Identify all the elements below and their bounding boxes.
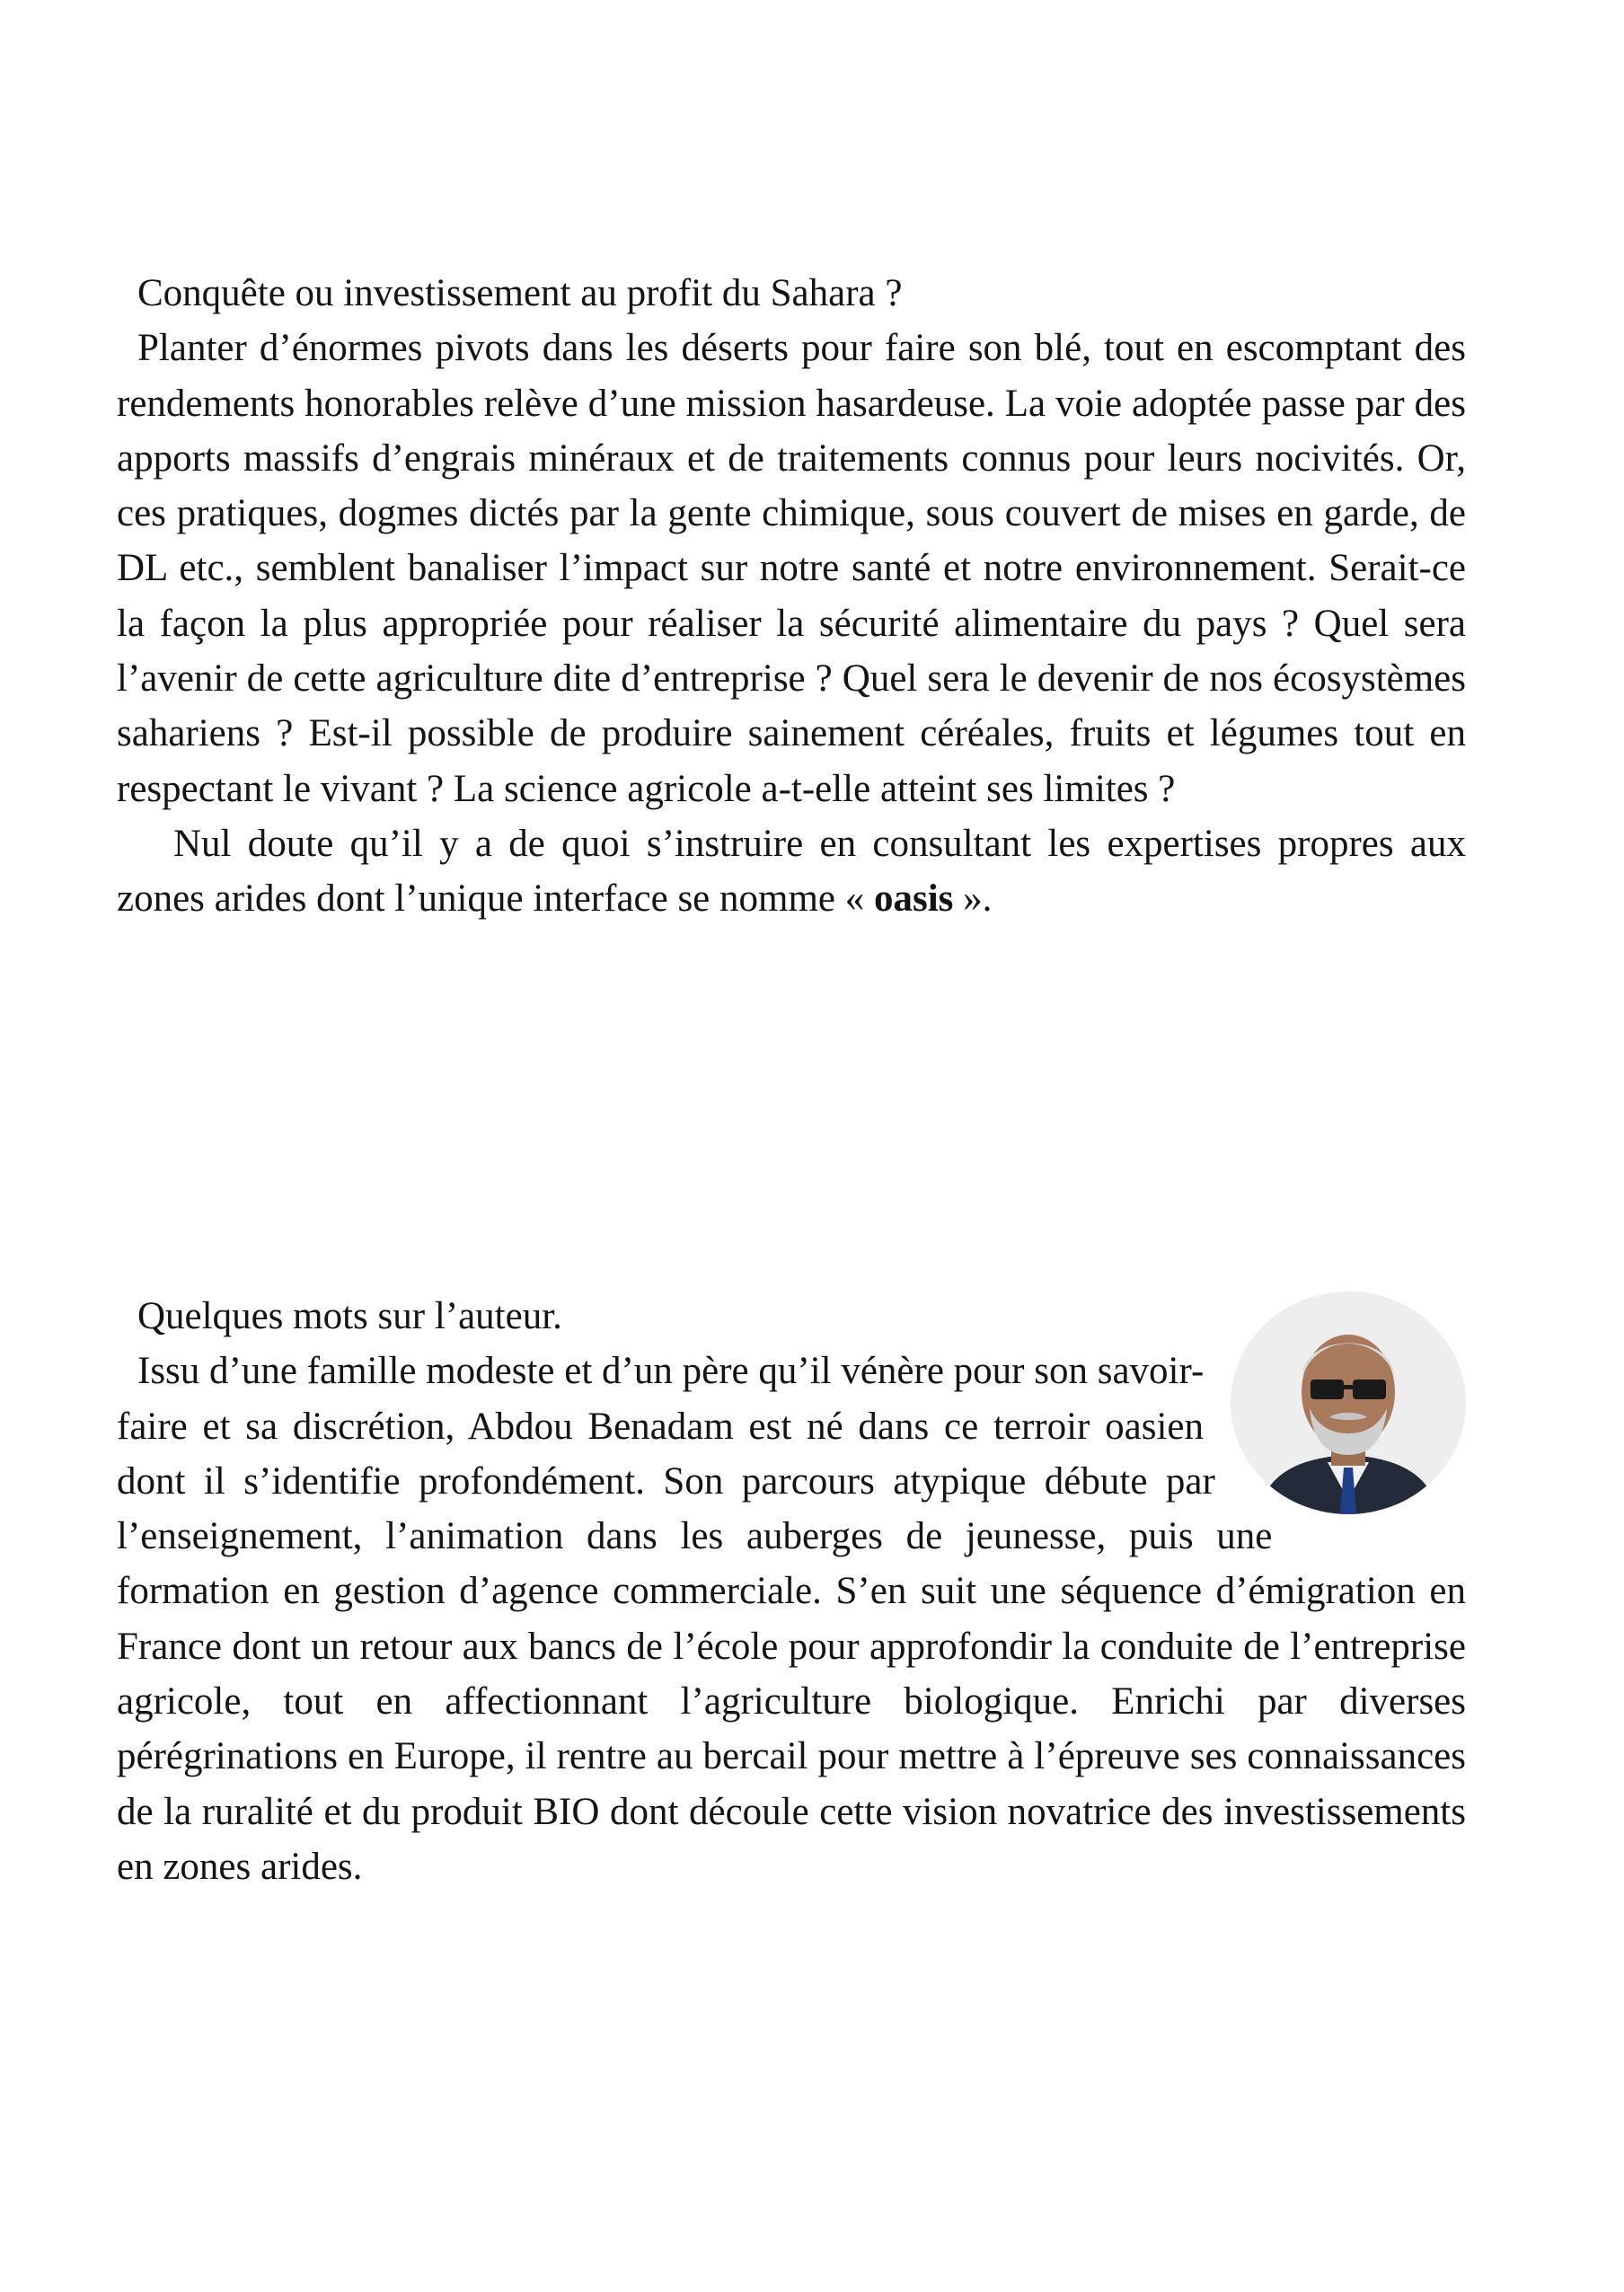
heading-text: Quelques mots sur l’auteur. — [137, 1295, 562, 1337]
text-run: Nul doute qu’il y a de quoi s’instruire en consultant les expertises propres aux zones arides dont l’unique interface se nomme « — [117, 822, 1466, 921]
body-paragraph: Planter d’énormes pivots dans les déserts pour faire son blé, tout en escomptant des rendements honorables relève d’une mission hasardeuse. La voie adoptée passe par des apports massifs d’engrais minéraux et de traitements connus pour leurs nocivités. Or, ces pratiques, dogmes dictés par la gente chimique, sous couvert de mises en garde, de DL etc., semblent banaliser l’impact sur notre santé et notre environnement. Serait-ce la façon la plus appropriée pour réaliser la sécurité alimentaire du pays ? Quel sera l’avenir de cette agriculture dite d’entreprise ? Quel sera le devenir de nos écosystèmes sahariens ? Est-il possible de produire sainement céréales, fruits et légumes tout en respectant le vivant ? La science agricole a-t-elle atteint ses limites ? — [117, 327, 1466, 810]
section-author — [117, 1289, 1466, 1894]
author-photo — [1231, 1291, 1466, 1514]
text-run: ». — [953, 877, 993, 921]
section-sahara — [117, 266, 1466, 927]
body-paragraph-oasis — [117, 816, 1466, 927]
section-heading: Conquête ou investissement au profit du Sahara ? — [137, 272, 903, 314]
section-heading — [117, 1289, 1466, 1344]
author-portrait-icon — [1231, 1291, 1466, 1514]
body-paragraph: Issu d’une famille modeste et d’un père qu’il vénère pour son savoir-faire et sa discrétion, Abdou Benadam est né dans ce terroir oasien dont il s’identifie profondément. Son parcours atypique débute par l’enseignement, l’animation dans les auberges de jeunesse, puis une formation en gestion d’agence commerciale. S’en suit une séquence d’émigration en France dont un retour aux bancs de l’école pour approfondir la conduite de l’entreprise agricole, tout en affectionnant l’agriculture biologique. Enrichi par diverses pérégrinations en Europe, il rentre au bercail pour mettre à l’épreuve ses connaissances de la ruralité et du produit BIO dont découle cette vision novatrice des investissements en zones arides. — [117, 1350, 1466, 1888]
bold-term-oasis: oasis — [874, 877, 954, 921]
